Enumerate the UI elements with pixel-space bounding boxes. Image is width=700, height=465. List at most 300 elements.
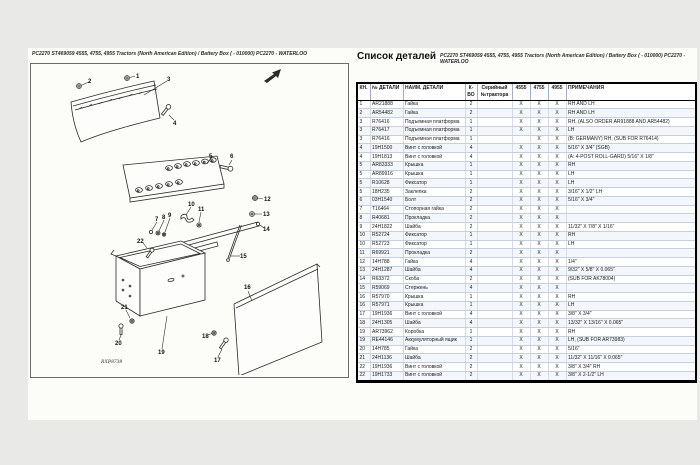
cell-kn: 16 <box>357 293 370 302</box>
cell-m4555: X <box>512 284 530 293</box>
cell-note: 11/32" X 7/8" X 1/16" <box>566 223 696 232</box>
callout-21: 21 <box>121 305 128 311</box>
cell-kn: 12 <box>357 258 370 267</box>
cell-note: LH <box>566 301 696 310</box>
cell-m4955: X <box>548 118 566 127</box>
cell-m4555: X <box>512 205 530 214</box>
cell-note <box>566 214 696 223</box>
cell-note: LH, (SUB FOR AR73983) <box>566 336 696 345</box>
callout-5: 5 <box>209 154 213 160</box>
cell-m4555: X <box>512 100 530 109</box>
direction-arrow-icon <box>264 69 281 83</box>
table-row <box>357 231 696 240</box>
cell-m4755: X <box>530 266 548 275</box>
cell-note: 3/8" X 3/4" <box>566 310 696 319</box>
cell-qty: 1 <box>465 293 477 302</box>
cell-part: 24H1287 <box>370 266 403 275</box>
cell-m4955: X <box>548 109 566 118</box>
table-row <box>357 249 696 258</box>
cell-m4955: X <box>548 328 566 337</box>
cell-kn: 1 <box>357 100 370 109</box>
cell-part: RE44146 <box>370 336 403 345</box>
table-row <box>357 205 696 214</box>
cell-name: Гайка <box>403 258 465 267</box>
cell-kn: 9 <box>357 223 370 232</box>
cell-part: 14H785 <box>370 345 403 354</box>
cell-serial <box>477 170 512 179</box>
cell-m4755: X <box>530 363 548 372</box>
cell-qty: 2 <box>465 188 477 197</box>
washer-11-glyph <box>197 223 201 227</box>
cell-note: RH AND LH <box>566 109 696 118</box>
cell-note: RH <box>566 328 696 337</box>
column-header-serial: Серийный №трактора <box>477 83 512 100</box>
cell-qty: 1 <box>465 328 477 337</box>
cell-qty: 1 <box>465 179 477 188</box>
table-row <box>357 266 696 275</box>
callout-4: 4 <box>173 121 177 127</box>
cell-part: R40681 <box>370 214 403 223</box>
table-row <box>357 153 696 162</box>
table-row <box>357 135 696 144</box>
column-header-name: НАИМ. ДЕТАЛИ <box>403 83 465 100</box>
table-row <box>357 258 696 267</box>
callout-8: 8 <box>162 215 166 221</box>
column-header-m4955: 4955 <box>548 83 566 100</box>
cell-kn: 5 <box>357 179 370 188</box>
cell-m4955: X <box>548 371 566 381</box>
cell-note: LH <box>566 126 696 135</box>
cell-m4955: X <box>548 301 566 310</box>
cell-note: 11/32" X 11/16" X 0.065" <box>566 354 696 363</box>
cell-m4955: X <box>548 223 566 232</box>
callout-1: 1 <box>136 74 140 80</box>
cell-part: 18H235 <box>370 188 403 197</box>
parts-table <box>356 82 697 383</box>
cell-note: (A: 4-POST ROLL-GARD) 5/16" X 1/8" <box>566 153 696 162</box>
washer-13-glyph <box>250 212 255 217</box>
table-row <box>357 126 696 135</box>
cell-m4555: X <box>512 196 530 205</box>
cell-part: 03H1540 <box>370 196 403 205</box>
cell-part: 19H1733 <box>370 371 403 381</box>
cell-qty: 4 <box>465 319 477 328</box>
cell-m4755: X <box>530 205 548 214</box>
cell-part: 19H1813 <box>370 153 403 162</box>
cell-note: LH <box>566 170 696 179</box>
cell-qty: 2 <box>465 363 477 372</box>
cell-qty: 2 <box>465 100 477 109</box>
cell-name: Шайба <box>403 223 465 232</box>
cell-serial <box>477 354 512 363</box>
cell-name: Подъемная платформа <box>403 135 465 144</box>
table-row <box>357 301 696 310</box>
cell-m4555: X <box>512 354 530 363</box>
cell-qty: 1 <box>465 231 477 240</box>
cell-m4955: X <box>548 144 566 153</box>
cell-kn: 15 <box>357 284 370 293</box>
cell-qty: 4 <box>465 258 477 267</box>
cell-m4955: X <box>548 188 566 197</box>
cell-serial <box>477 109 512 118</box>
cell-m4755: X <box>530 345 548 354</box>
cell-note: 3/8" X 2-1/2" LH <box>566 371 696 381</box>
cell-m4555 <box>512 135 530 144</box>
cell-m4555: X <box>512 188 530 197</box>
column-header-kn: КН. <box>357 83 370 100</box>
cell-m4555: X <box>512 266 530 275</box>
cell-serial <box>477 135 512 144</box>
cell-kn: 22 <box>357 363 370 372</box>
cell-name: Винт с головкой <box>403 310 465 319</box>
cell-m4955: X <box>548 161 566 170</box>
bolt-4-glyph <box>160 104 171 117</box>
cell-serial <box>477 336 512 345</box>
callout-20: 20 <box>115 341 122 347</box>
cell-m4555: X <box>512 363 530 372</box>
cell-qty: 2 <box>465 249 477 258</box>
cell-part: R63372 <box>370 275 403 284</box>
table-row <box>357 284 696 293</box>
table-row <box>357 345 696 354</box>
callout-2: 2 <box>88 79 92 85</box>
cell-note: 5/16" X 3/4" <box>566 196 696 205</box>
washer-18-glyph <box>212 331 216 335</box>
cell-m4755: X <box>530 328 548 337</box>
table-row <box>357 170 696 179</box>
cell-serial <box>477 301 512 310</box>
cell-m4555: X <box>512 126 530 135</box>
cell-m4555: X <box>512 301 530 310</box>
cell-kn: 6 <box>357 196 370 205</box>
cell-m4955: X <box>548 293 566 302</box>
table-row <box>357 354 696 363</box>
cell-name: Винт с головкой <box>403 363 465 372</box>
cell-m4755: X <box>530 188 548 197</box>
cell-m4955: X <box>548 126 566 135</box>
cell-serial <box>477 266 512 275</box>
cell-name: Винт с головкой <box>403 144 465 153</box>
cell-part: 14H788 <box>370 258 403 267</box>
cell-qty: 4 <box>465 310 477 319</box>
cell-m4555: X <box>512 144 530 153</box>
cell-note: (SUB FOR AK78004) <box>566 275 696 284</box>
cell-name: Крышка <box>403 301 465 310</box>
callout-9: 9 <box>168 213 172 219</box>
cell-m4555: X <box>512 293 530 302</box>
cell-name: Шайба <box>403 266 465 275</box>
cell-qty: 4 <box>465 284 477 293</box>
cell-m4955: X <box>548 249 566 258</box>
cell-m4755: X <box>530 118 548 127</box>
bolt-20-glyph <box>119 324 123 335</box>
cell-serial <box>477 188 512 197</box>
cell-note: 3/16" X 1/2" LH <box>566 188 696 197</box>
figure-id-label: RXP8738 <box>101 359 123 365</box>
catalog-page <box>28 48 697 420</box>
cell-qty: 2 <box>465 214 477 223</box>
cell-note: RH, (ALSO ORDER AR91888 AND AR54482) <box>566 118 696 127</box>
cell-kn: 4 <box>357 153 370 162</box>
cell-qty: 1 <box>465 240 477 249</box>
table-row <box>357 275 696 284</box>
cell-part: AR54482 <box>370 109 403 118</box>
cell-qty: 4 <box>465 144 477 153</box>
right-breadcrumb: PC2270 ST469059 4555, 4755, 4955 Tractors (North American Edition) / Battery Box ( - 010000) PC2270 - WATERLOO <box>440 53 686 66</box>
cell-m4755: X <box>530 284 548 293</box>
bolt-17-glyph <box>219 337 230 349</box>
cell-kn: 13 <box>357 266 370 275</box>
cell-m4755: X <box>530 231 548 240</box>
cell-m4955: X <box>548 258 566 267</box>
cell-m4555: X <box>512 240 530 249</box>
cell-m4755: X <box>530 179 548 188</box>
cell-kn: 7 <box>357 205 370 214</box>
cell-qty: 1 <box>465 161 477 170</box>
cell-m4755: X <box>530 319 548 328</box>
cell-m4955: X <box>548 214 566 223</box>
cell-qty: 2 <box>465 371 477 381</box>
cell-m4955: X <box>548 284 566 293</box>
cell-name: Гайка <box>403 100 465 109</box>
cell-serial <box>477 179 512 188</box>
cell-m4555: X <box>512 214 530 223</box>
cell-m4955: X <box>548 354 566 363</box>
cell-m4555: X <box>512 336 530 345</box>
cell-serial <box>477 100 512 109</box>
cell-kn: 19 <box>357 328 370 337</box>
cell-m4555: X <box>512 179 530 188</box>
cell-kn: 5 <box>357 170 370 179</box>
cell-serial <box>477 214 512 223</box>
door-panel-16 <box>234 264 322 375</box>
cell-part: R59069 <box>370 284 403 293</box>
cell-m4755: X <box>530 301 548 310</box>
cell-name: Крышка <box>403 161 465 170</box>
cell-name: Заклепка <box>403 188 465 197</box>
cell-serial <box>477 249 512 258</box>
cell-part: R52723 <box>370 240 403 249</box>
table-row <box>357 223 696 232</box>
cell-m4755: X <box>530 153 548 162</box>
cell-m4755: X <box>530 354 548 363</box>
cell-serial <box>477 240 512 249</box>
washer-8-glyph <box>156 231 160 235</box>
cell-name: Стержень <box>403 284 465 293</box>
table-row <box>357 188 696 197</box>
cell-name: Шайба <box>403 319 465 328</box>
parts-list-title: Список деталей <box>357 51 437 62</box>
table-row <box>357 336 696 345</box>
cell-name: Фиксатор <box>403 179 465 188</box>
cell-m4955: X <box>548 336 566 345</box>
column-header-note: ПРИМЕЧАНИЯ <box>566 83 696 100</box>
washer-21-glyph <box>130 319 134 323</box>
cell-note: RH <box>566 161 696 170</box>
cell-m4955: X <box>548 170 566 179</box>
cell-m4755: X <box>530 126 548 135</box>
cell-m4955: X <box>548 179 566 188</box>
cell-part: 19H1936 <box>370 310 403 319</box>
cell-qty: 4 <box>465 266 477 275</box>
callout-14: 14 <box>263 227 270 233</box>
cell-m4955: X <box>548 196 566 205</box>
cell-m4955: X <box>548 310 566 319</box>
cell-serial <box>477 284 512 293</box>
cell-m4955: X <box>548 135 566 144</box>
cell-note <box>566 249 696 258</box>
cell-m4555: X <box>512 231 530 240</box>
cell-m4955: X <box>548 205 566 214</box>
cell-serial <box>477 275 512 284</box>
cell-serial <box>477 144 512 153</box>
cell-kn: 3 <box>357 135 370 144</box>
cell-m4955: X <box>548 153 566 162</box>
cell-serial <box>477 223 512 232</box>
cell-kn: 2 <box>357 109 370 118</box>
exploded-view-diagram <box>31 64 348 375</box>
cell-qty: 2 <box>465 345 477 354</box>
cell-qty: 1 <box>465 301 477 310</box>
cell-name: Гайка <box>403 345 465 354</box>
cell-m4755: X <box>530 161 548 170</box>
cell-name: Стопорная гайка <box>403 205 465 214</box>
cell-serial <box>477 310 512 319</box>
cell-kn: 19 <box>357 336 370 345</box>
cell-kn: 18 <box>357 319 370 328</box>
cell-name: Прокладка <box>403 249 465 258</box>
cell-part: 19H1936 <box>370 363 403 372</box>
cell-serial <box>477 293 512 302</box>
table-row <box>357 319 696 328</box>
cell-serial <box>477 205 512 214</box>
cell-part: R76417 <box>370 126 403 135</box>
cell-serial <box>477 231 512 240</box>
cell-m4955: X <box>548 319 566 328</box>
table-row <box>357 179 696 188</box>
left-breadcrumb: PC2270 ST469059 4555, 4755, 4955 Tractors (North American Edition) / Battery Box ( - 010000) PC2270 - WATERLOO <box>32 51 308 57</box>
cell-serial <box>477 126 512 135</box>
cell-serial <box>477 345 512 354</box>
cell-part: AR73962 <box>370 328 403 337</box>
cell-name: Подъемная платформа <box>403 126 465 135</box>
cell-note: RH <box>566 293 696 302</box>
cell-m4755: X <box>530 240 548 249</box>
cell-m4755: X <box>530 135 548 144</box>
cell-note: 1/4" <box>566 258 696 267</box>
cell-m4755: X <box>530 100 548 109</box>
table-row <box>357 214 696 223</box>
cell-qty: 1 <box>465 126 477 135</box>
table-row <box>357 328 696 337</box>
cell-m4755: X <box>530 223 548 232</box>
callout-18: 18 <box>202 334 209 340</box>
callout-12: 12 <box>264 197 271 203</box>
cell-m4755: X <box>530 258 548 267</box>
cell-note <box>566 284 696 293</box>
cell-serial <box>477 363 512 372</box>
cell-name: Аккумуляторный ящик <box>403 336 465 345</box>
table-row <box>357 161 696 170</box>
cell-m4955: X <box>548 266 566 275</box>
nut-1-glyph <box>125 76 130 81</box>
cell-name: Крышка <box>403 170 465 179</box>
cell-qty: 1 <box>465 336 477 345</box>
cell-part: AR21888 <box>370 100 403 109</box>
diagram-frame <box>30 63 349 378</box>
callout-11: 11 <box>198 207 205 213</box>
cell-m4755: X <box>530 249 548 258</box>
cell-m4555: X <box>512 345 530 354</box>
cell-note: (B: GERMANY) RH, (SUB FOR R76414) <box>566 135 696 144</box>
cell-kn: 10 <box>357 240 370 249</box>
cell-serial <box>477 196 512 205</box>
nut-12-glyph <box>253 196 258 201</box>
table-header-row <box>357 83 696 100</box>
cell-note: RH AND LH <box>566 100 696 109</box>
cell-serial <box>477 328 512 337</box>
cell-note: 3/8" X 3/4" RH <box>566 363 696 372</box>
cell-serial <box>477 371 512 381</box>
cell-qty: 2 <box>465 223 477 232</box>
cell-qty: 1 <box>465 118 477 127</box>
cell-qty: 2 <box>465 354 477 363</box>
cell-note: 13/32" X 13/16" X 0.065" <box>566 319 696 328</box>
column-header-m4555: 4555 <box>512 83 530 100</box>
cell-kn: 5 <box>357 161 370 170</box>
cell-qty: 2 <box>465 109 477 118</box>
cell-m4555: X <box>512 258 530 267</box>
cell-m4955: X <box>548 100 566 109</box>
cell-part: AR89916 <box>370 170 403 179</box>
cell-m4555: X <box>512 170 530 179</box>
table-row <box>357 310 696 319</box>
cell-qty: 2 <box>465 196 477 205</box>
cell-m4555: X <box>512 153 530 162</box>
table-row <box>357 118 696 127</box>
callout-16: 16 <box>244 285 251 291</box>
cell-kn: 14 <box>357 275 370 284</box>
cell-note: LH <box>566 179 696 188</box>
cell-name: Коробка <box>403 328 465 337</box>
cell-serial <box>477 161 512 170</box>
cell-m4555: X <box>512 118 530 127</box>
diagram-pane <box>28 48 350 420</box>
cell-kn: 16 <box>357 301 370 310</box>
cell-kn: 10 <box>357 231 370 240</box>
cell-name: Скоба <box>403 275 465 284</box>
cell-m4555: X <box>512 109 530 118</box>
callout-6: 6 <box>230 154 234 160</box>
cell-m4755: X <box>530 214 548 223</box>
callout-17: 17 <box>214 358 221 364</box>
cell-kn: 21 <box>357 354 370 363</box>
cell-name: Фиксатор <box>403 231 465 240</box>
cell-part: R76416 <box>370 135 403 144</box>
cell-kn: 4 <box>357 144 370 153</box>
cell-serial <box>477 319 512 328</box>
cell-m4555: X <box>512 161 530 170</box>
nut-2-glyph <box>77 84 82 89</box>
cell-note: 5/16" X 3/4" (SGB) <box>566 144 696 153</box>
cell-name: Винт с головкой <box>403 371 465 381</box>
cell-note <box>566 205 696 214</box>
column-header-m4755: 4755 <box>530 83 548 100</box>
callout-3: 3 <box>167 77 171 83</box>
cell-serial <box>477 258 512 267</box>
cell-name: Винт с головкой <box>403 153 465 162</box>
cell-qty: 4 <box>465 153 477 162</box>
